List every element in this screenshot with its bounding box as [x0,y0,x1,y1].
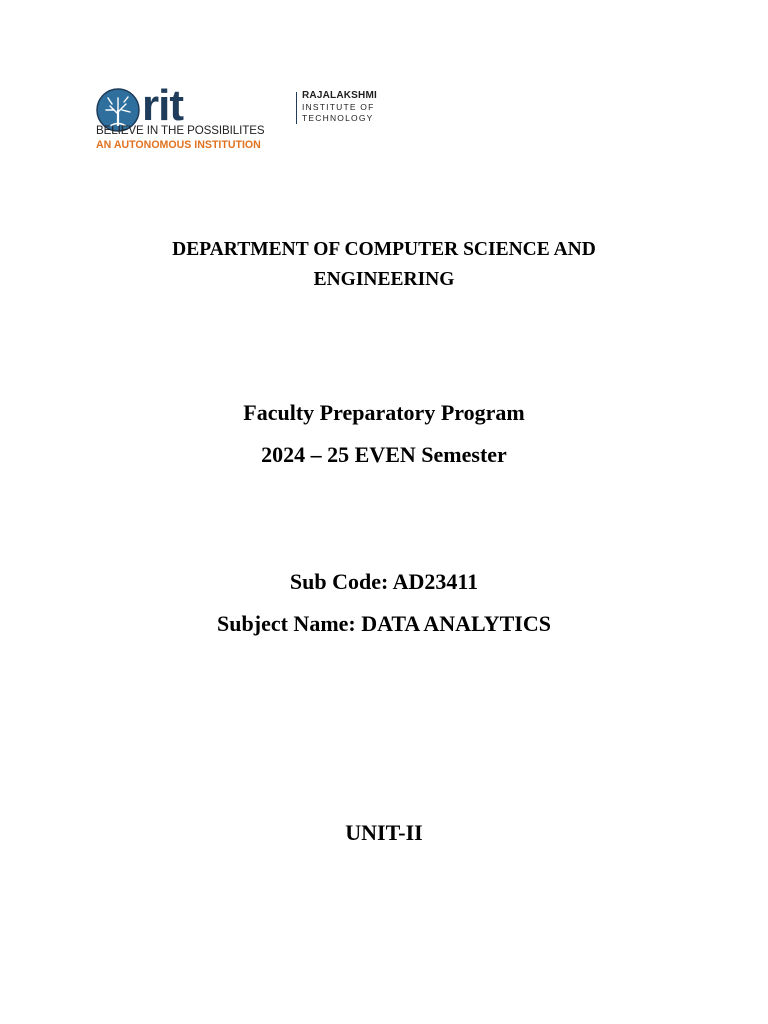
semester-title: 2024 – 25 EVEN Semester [261,442,507,467]
logo-name-line-2: INSTITUTE OF [302,102,375,112]
department-heading: DEPARTMENT OF COMPUTER SCIENCE AND ENGINEERING [172,239,596,290]
logo-name-line-3: TECHNOLOGY [302,113,374,123]
logo-wordmark: rit [142,81,183,130]
logo-name-line-1: RAJALAKSHMI [302,90,377,101]
logo-tagline: BELIEVE IN THE POSSIBILITES [96,124,265,137]
logo-subtagline: AN AUTONOMOUS INSTITUTION [96,139,261,151]
program-title: Faculty Preparatory Program [243,400,525,425]
unit-title: UNIT-II [345,820,423,845]
logo-institution-name [302,90,377,124]
subject-code: Sub Code: AD23411 [289,569,479,594]
institution-logo [96,81,377,154]
subject-name: Subject Name: DATA ANALYTICS [217,611,551,636]
logo-divider [296,92,297,124]
